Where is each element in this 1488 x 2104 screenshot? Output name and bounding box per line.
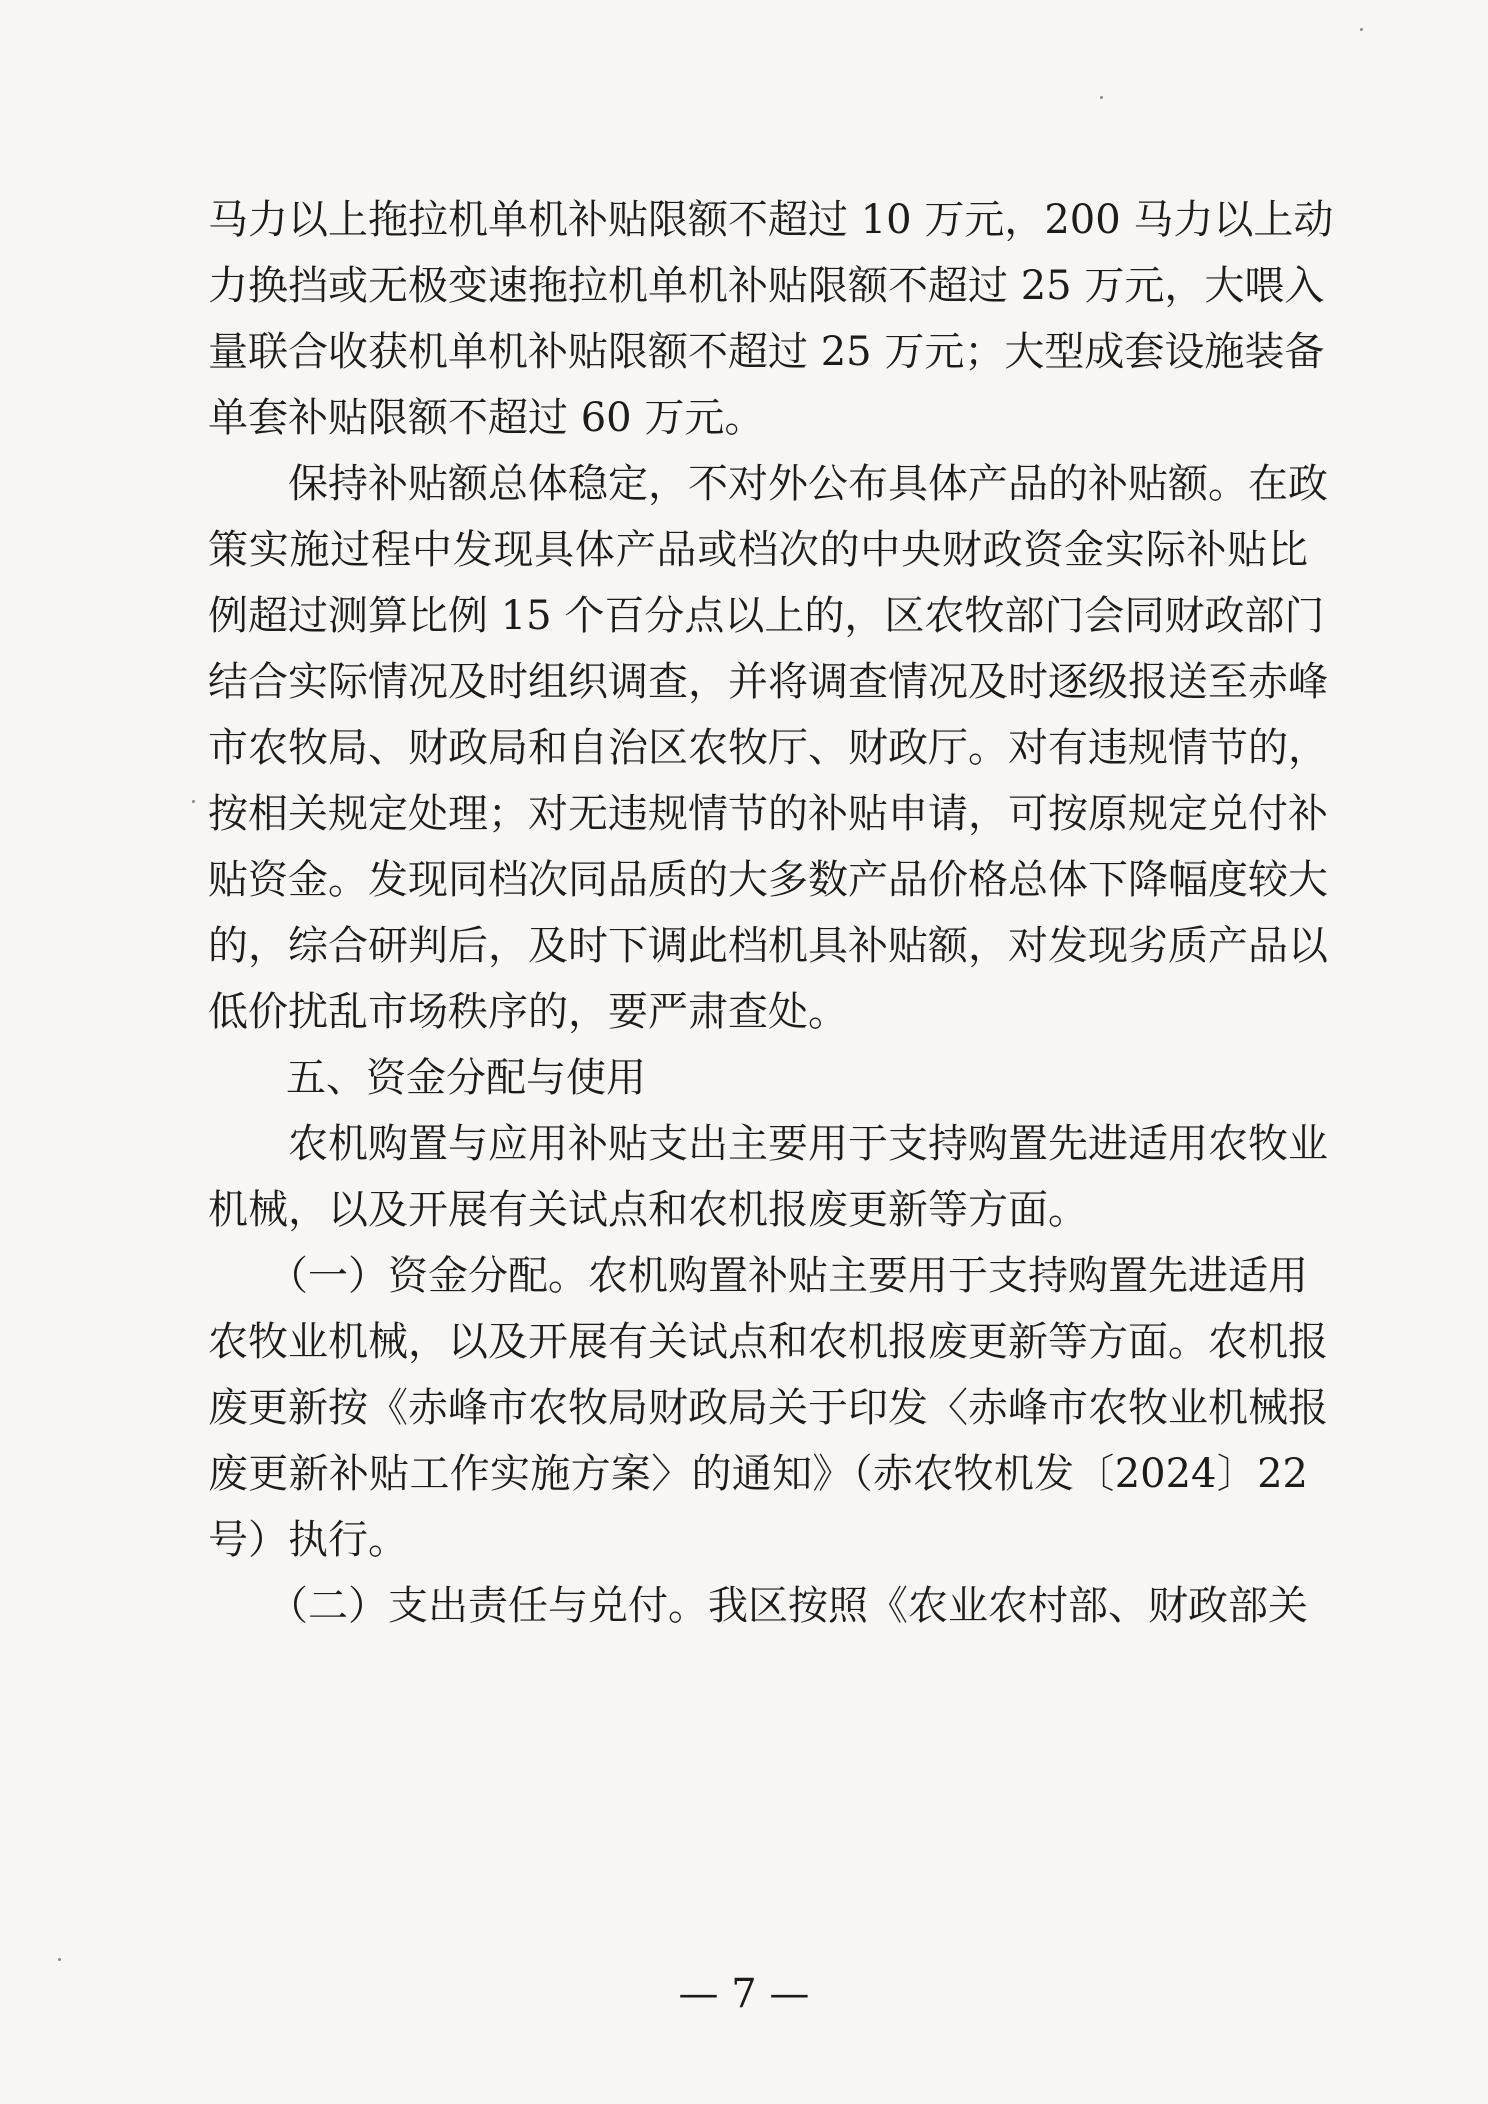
text-line: 贴资金。发现同档次同品质的大多数产品价格总体下降幅度较大	[208, 857, 1328, 903]
text-line: 废更新按《赤峰市农牧局财政局关于印发〈赤峰市农牧业机械报	[208, 1385, 1328, 1431]
text-line: 按相关规定处理；对无违规情节的补贴申请，可按原规定兑付补	[208, 791, 1328, 837]
text-line: 单套补贴限额不超过 60 万元。	[208, 395, 765, 441]
text-line: 策实施过程中发现具体产品或档次的中央财政资金实际补贴比	[208, 527, 1308, 573]
text-line: （一）资金分配。农机购置补贴主要用于支持购置先进适用	[208, 1253, 1308, 1299]
text-line: 量联合收获机单机补贴限额不超过 25 万元；大型成套设施装备	[208, 329, 1325, 375]
text-line: 农机购置与应用补贴支出主要用于支持购置先进适用农牧业	[208, 1121, 1328, 1167]
text-line: 号）执行。	[208, 1517, 408, 1563]
text-line: 低价扰乱市场秩序的，要严肃查处。	[208, 989, 848, 1035]
text-line: （二）支出责任与兑付。我区按照《农业农村部、财政部关	[208, 1583, 1308, 1629]
scan-speck	[192, 800, 195, 803]
text-line: 结合实际情况及时组织调查，并将调查情况及时逐级报送至赤峰	[208, 659, 1328, 705]
text-line: 市农牧局、财政局和自治区农牧厅、财政厅。对有违规情节的，	[208, 725, 1328, 771]
scan-speck	[1360, 28, 1363, 31]
text-line: 废更新补贴工作实施方案〉的通知》（赤农牧机发〔2024〕22	[208, 1451, 1308, 1497]
text-line: 例超过测算比例 15 个百分点以上的，区农牧部门会同财政部门	[208, 593, 1325, 639]
scan-speck	[58, 1958, 61, 1961]
section-heading: 五、资金分配与使用	[286, 1055, 646, 1101]
page-number: — 7 —	[678, 1971, 810, 2017]
scan-speck	[1100, 96, 1103, 99]
text-line: 马力以上拖拉机单机补贴限额不超过 10 万元，200 马力以上动	[208, 197, 1334, 243]
text-line: 保持补贴额总体稳定，不对外公布具体产品的补贴额。在政	[208, 461, 1328, 507]
text-line: 力换挡或无极变速拖拉机单机补贴限额不超过 25 万元，大喂入	[208, 263, 1325, 309]
text-line: 农牧业机械，以及开展有关试点和农机报废更新等方面。农机报	[208, 1319, 1328, 1365]
text-line: 的，综合研判后，及时下调此档机具补贴额，对发现劣质产品以	[208, 923, 1328, 969]
text-line: 机械，以及开展有关试点和农机报废更新等方面。	[208, 1187, 1088, 1233]
